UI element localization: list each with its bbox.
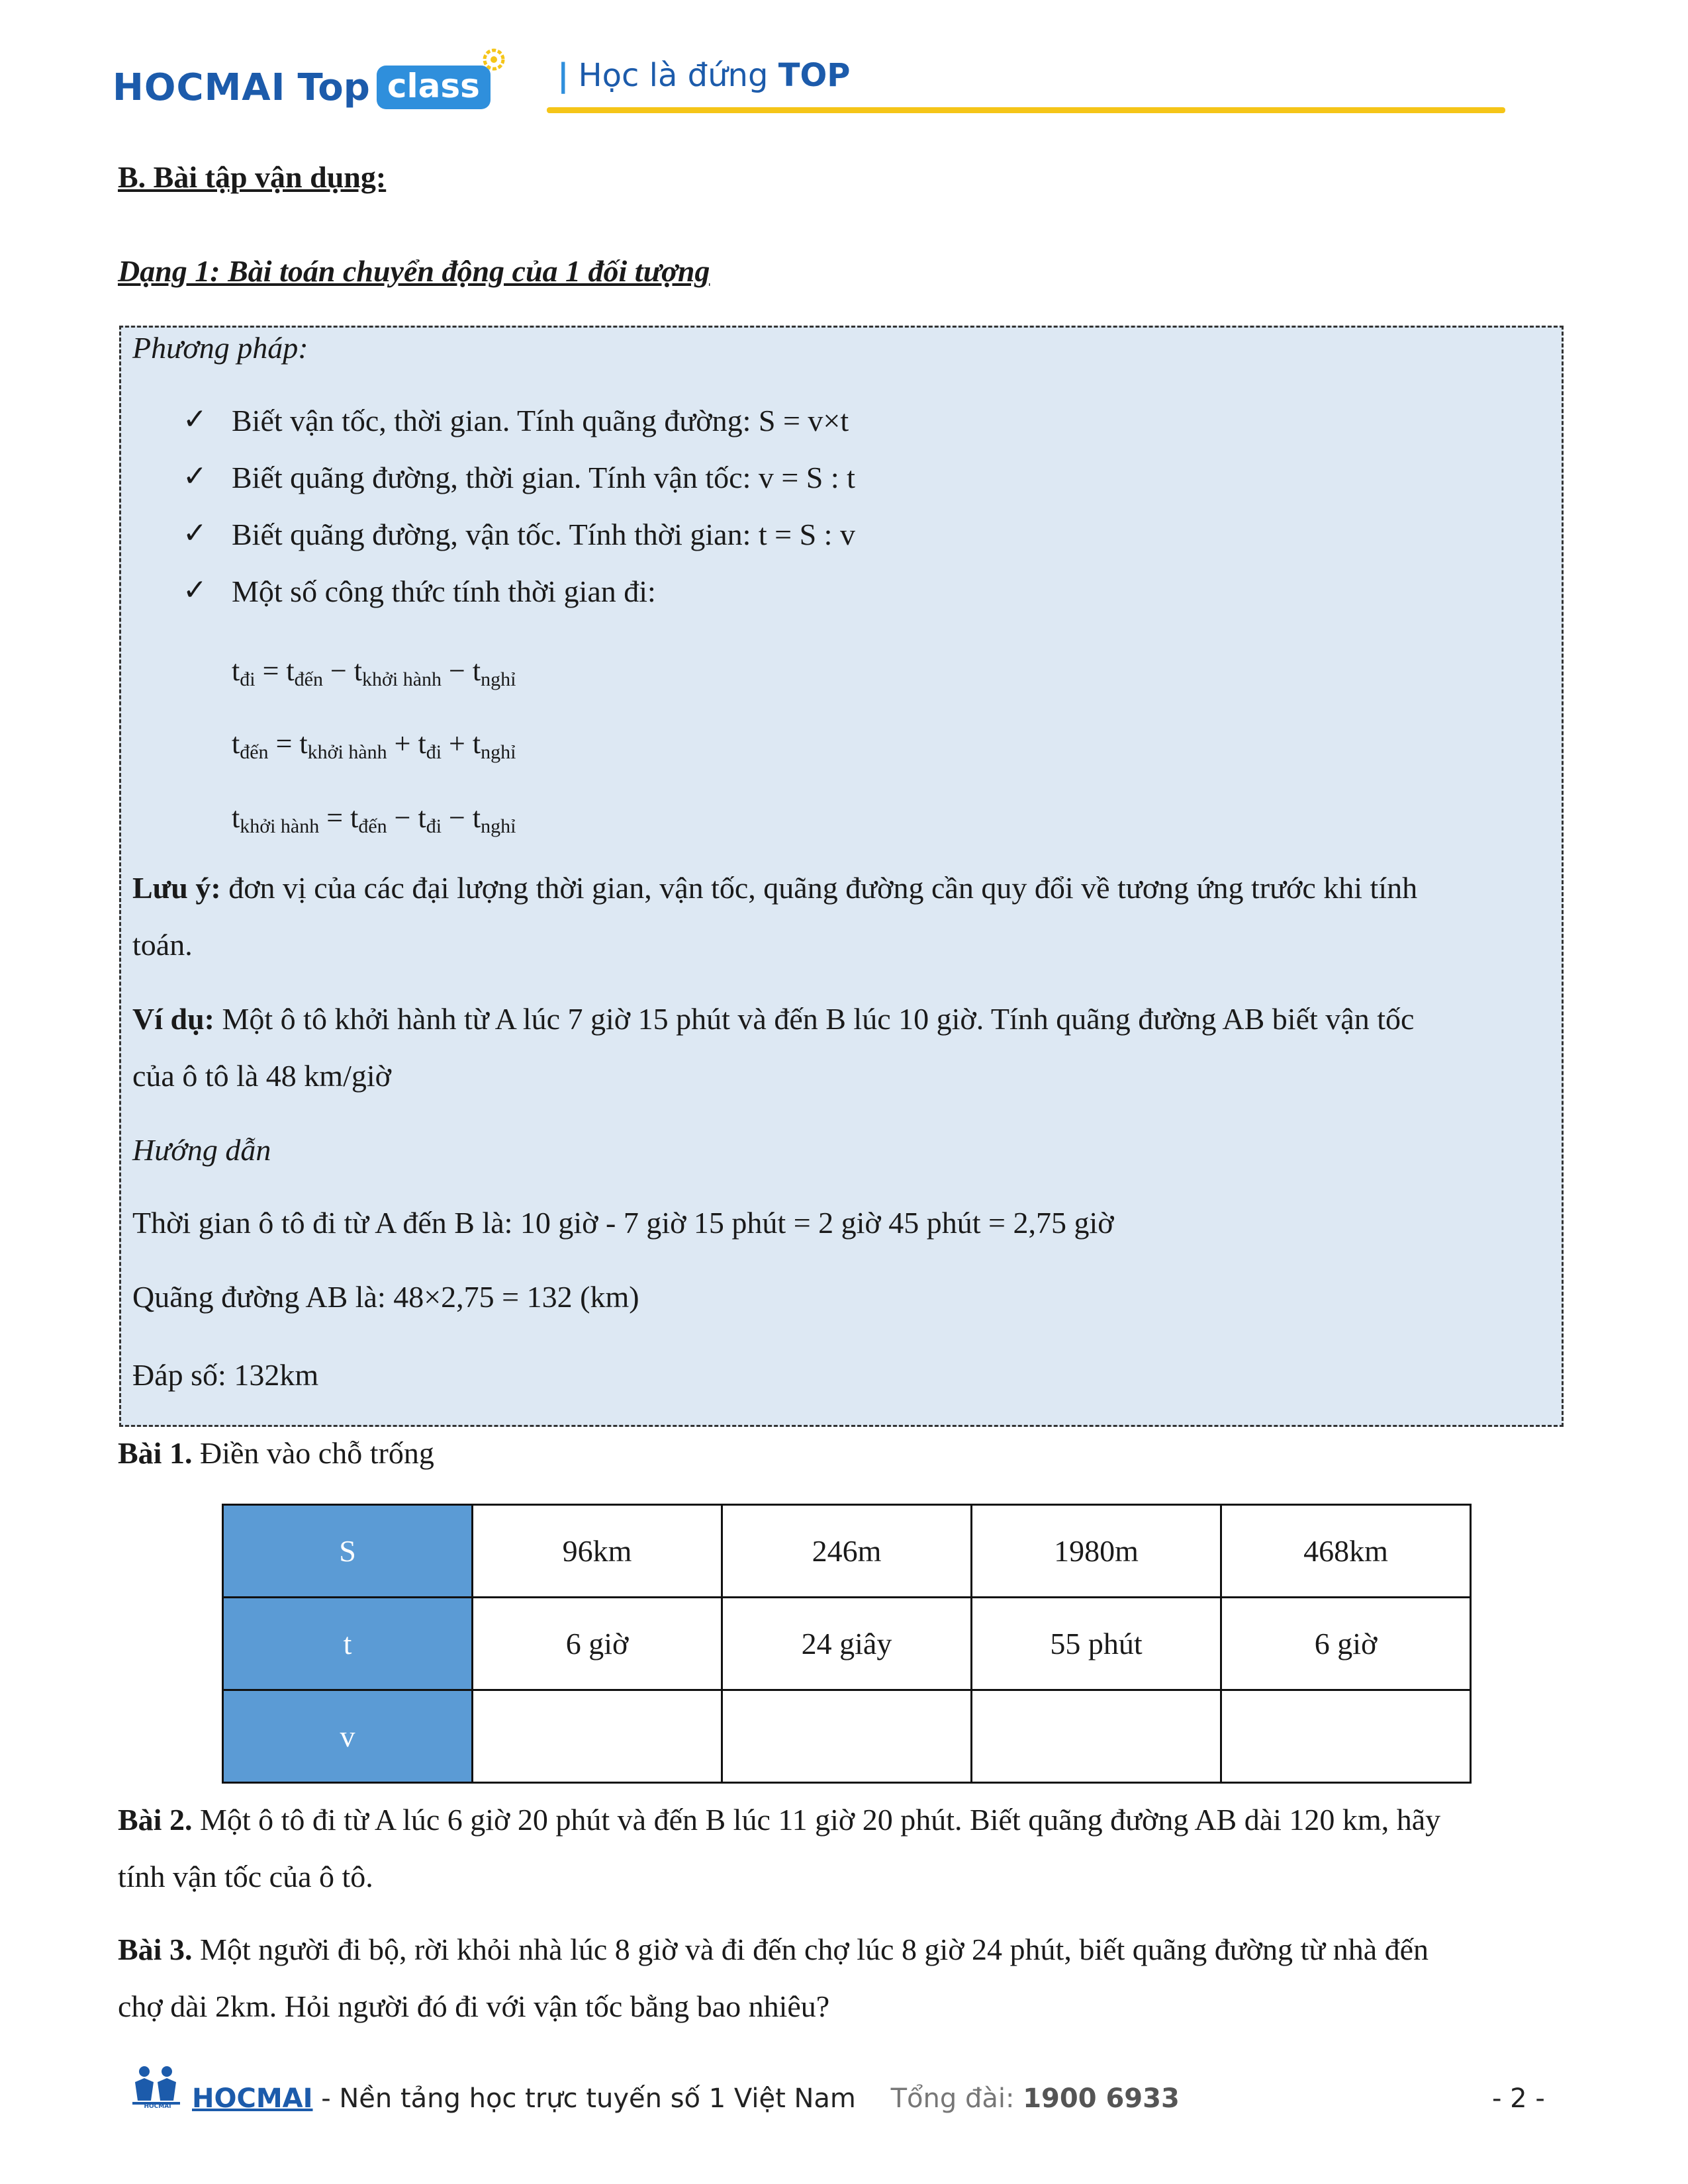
table-cell: 246m — [722, 1505, 972, 1598]
guide-label: Hướng dẫn — [132, 1133, 271, 1167]
header-tagline — [557, 57, 850, 94]
table-cell: 55 phút — [972, 1598, 1221, 1690]
table-head-cell: S — [223, 1505, 473, 1598]
dang-title: Dạng 1: Bài toán chuyển động của 1 đối tượng — [118, 254, 710, 288]
table-cell: 6 giờ — [473, 1598, 722, 1690]
table-cell: 96km — [473, 1505, 722, 1598]
table-cell — [722, 1690, 972, 1783]
hotline-number: 1900 6933 — [1023, 2083, 1180, 2114]
bai3-text: Một người đi bộ, rời khỏi nhà lúc 8 giờ và đi đến chợ lúc 8 giờ 24 phút, biết quãng đường từ nhà đến — [199, 1933, 1429, 1966]
table-cell: 24 giây — [722, 1598, 972, 1690]
note-label: Lưu ý: — [132, 871, 221, 905]
header-underline — [547, 107, 1505, 113]
bai3-label: Bài 3. — [118, 1933, 193, 1966]
table-cell: 1980m — [972, 1505, 1221, 1598]
bai3-line-1 — [118, 1931, 1429, 1968]
bai3-line-2: chợ dài 2km. Hỏi người đó đi với vận tốc bằng bao nhiêu? — [118, 1989, 830, 2023]
tagline-text: Học là đứng — [578, 57, 769, 94]
table-cell: 468km — [1221, 1505, 1471, 1598]
example-line-2: của ô tô là 48 km/giờ — [132, 1059, 391, 1093]
page-number: - 2 - — [1492, 2083, 1545, 2114]
formula-t-di: $t_{đi} = t_{đến} - t_{khởi hành} - t_{nghỉ}$ — [232, 655, 516, 690]
table-head-cell: t — [223, 1598, 473, 1690]
table-cell: 6 giờ — [1221, 1598, 1471, 1690]
section-title: B. Bài tập vận dụng: — [118, 160, 387, 194]
example-text: Một ô tô khởi hành từ A lúc 7 giờ 15 phút và đến B lúc 10 giờ. Tính quãng đường AB biết vận tốc — [222, 1002, 1415, 1036]
bai1-label: Bài 1. — [118, 1436, 193, 1470]
formula-t-den: $t_{đến} = t_{khởi hành} + t_{đi} + t_{nghỉ}$ — [232, 727, 516, 763]
bai2-text: Một ô tô đi từ A lúc 6 giờ 20 phút và đến B lúc 11 giờ 20 phút. Biết quãng đường AB dài 120 km, hãy — [199, 1803, 1441, 1837]
sparkle-icon — [483, 48, 505, 71]
table-row — [223, 1690, 1471, 1783]
logo-class-badge — [377, 66, 491, 109]
bai2-line-1 — [118, 1801, 1440, 1838]
checkmark-icon: ✓ — [183, 402, 207, 436]
table-row — [223, 1505, 1471, 1598]
method-bullet-2: Biết quãng đường, thời gian. Tính vận tốc: v = S : t — [232, 461, 855, 494]
checkmark-icon: ✓ — [183, 573, 207, 607]
table-cell — [1221, 1690, 1471, 1783]
table-cell — [473, 1690, 722, 1783]
footer-logo-text: HOCMAI — [144, 2103, 171, 2110]
checkmark-icon: ✓ — [183, 516, 207, 550]
answer-line: Đáp số: 132km — [132, 1358, 319, 1392]
bai1-line — [118, 1435, 434, 1471]
bai2-line-2: tính vận tốc của ô tô. — [118, 1860, 373, 1893]
note-text: đơn vị của các đại lượng thời gian, vận tốc, quãng đường cần quy đổi về tương ứng trước khi tính — [228, 871, 1418, 905]
table-row — [223, 1598, 1471, 1690]
table-cell — [972, 1690, 1221, 1783]
bai2-label: Bài 2. — [118, 1803, 193, 1837]
checkmark-icon: ✓ — [183, 459, 207, 493]
footer-brand-link[interactable]: HOCMAI — [192, 2083, 313, 2114]
bai1-text: Điền vào chỗ trống — [199, 1436, 434, 1470]
example-label: Ví dụ: — [132, 1002, 214, 1036]
formula-t-khoi-hanh: $t_{khởi hành} = t_{đến} - t_{đi} - t_{nghỉ}$ — [232, 801, 516, 837]
table-head-cell: v — [223, 1690, 473, 1783]
footer-hotline — [891, 2083, 1180, 2114]
tagline-separator: | — [557, 57, 569, 94]
footer-text — [192, 2083, 1180, 2114]
logo-hocmai-text: HOCMAI — [113, 66, 286, 109]
footer-slogan: - Nền tảng học trực tuyến số 1 Việt Nam — [312, 2083, 856, 2114]
speed-table — [222, 1504, 1472, 1784]
example-line-1 — [132, 1001, 1414, 1037]
note-line-1 — [132, 870, 1417, 906]
method-bullet-3: Biết quãng đường, vận tốc. Tính thời gian: t = S : v — [232, 518, 855, 551]
hotline-label: Tổng đài: — [890, 2083, 1015, 2114]
hocmai-topclass-logo — [113, 54, 491, 120]
tagline-emphasis: TOP — [778, 57, 851, 94]
solution-line-2: Quãng đường AB là: 48×2,75 = 132 (km) — [132, 1280, 639, 1314]
logo-class-text: class — [387, 67, 480, 105]
note-line-2: toán. — [132, 928, 193, 962]
logo-top-text: Top — [297, 66, 370, 109]
method-label: Phương pháp: — [132, 331, 308, 365]
method-bullet-1: Biết vận tốc, thời gian. Tính quãng đường: S = v×t — [232, 404, 849, 437]
solution-line-1: Thời gian ô tô đi từ A đến B là: 10 giờ - 7 giờ 15 phút = 2 giờ 45 phút = 2,75 giờ — [132, 1206, 1114, 1240]
method-bullet-4: Một số công thức tính thời gian đi: — [232, 574, 656, 608]
